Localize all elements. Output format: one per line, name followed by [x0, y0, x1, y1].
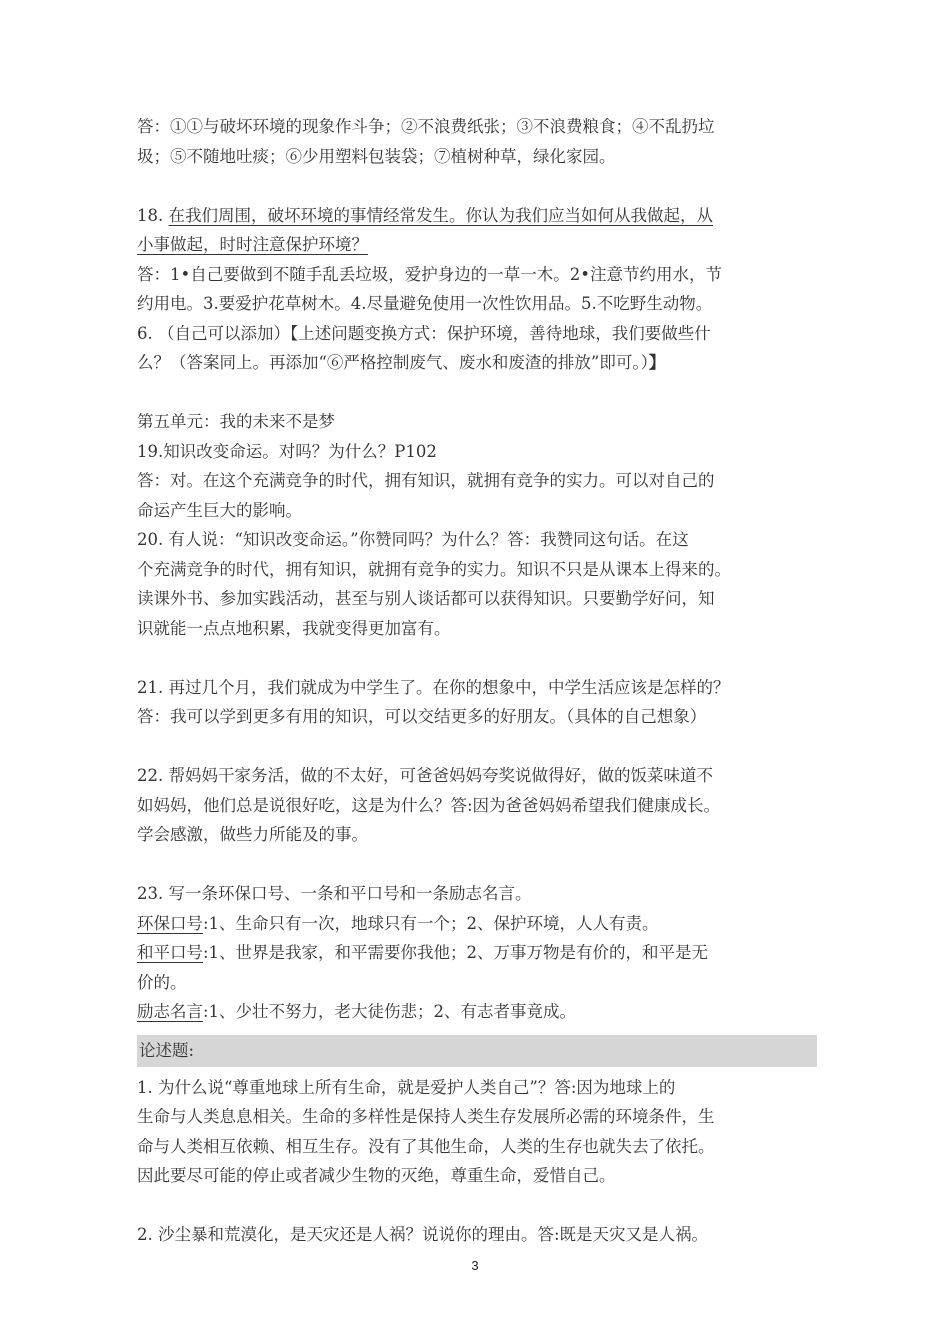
question-22: 如妈妈，他们总是说很好吃，这是为什么？答:因为爸爸妈妈希望我们健康成长。: [137, 795, 721, 815]
essay-2: 2. 沙尘暴和荒漠化，是天灾还是人祸？说说你的理由。答:既是天灾又是人祸。: [137, 1225, 709, 1244]
env-slogan-label: 环保口号: [137, 913, 203, 933]
answer-18: 么？（答案同上。再添加“⑥严格控制废气、废水和废渣的排放”即可。）】: [137, 353, 666, 372]
essay-1: 1. 为什么说“尊重地球上所有生命，就是爱护人类自己”？答:因为地球上的: [137, 1077, 676, 1097]
env-slogan: 环保口号:1、生命只有一次，地球只有一个；2、保护环境，人人有责。: [137, 913, 659, 933]
question-22: 学会感激，做些力所能及的事。: [137, 825, 368, 844]
answer-21: 答：我可以学到更多有用的知识，可以交结更多的好朋友。（具体的自己想象）: [137, 707, 707, 726]
essay-1: 命与人类相互依赖、相互生存。没有了其他生命，人类的生存也就失去了依托。: [137, 1136, 715, 1156]
essay-1: 生命与人类息息相关。生命的多样性是保持人类生存发展所必需的环境条件，生: [137, 1107, 715, 1126]
question-21: 21. 再过几个月，我们就成为中学生了。在你的想象中，中学生活应该是怎样的？: [137, 677, 730, 697]
question-22: 22. 帮妈妈干家务活，做的不太好，可爸爸妈妈夸奖说做得好，做的饭菜味道不: [137, 766, 713, 785]
answer-18: 6. （自己可以添加）【上述问题变换方式：保护环境，善待地球，我们要做些什: [137, 323, 711, 343]
answer-19: 答：对。在这个充满竞争的时代，拥有知识，就拥有竞争的实力。可以对自己的: [137, 471, 715, 490]
essay-section-header: 论述题:: [137, 1035, 817, 1067]
peace-slogan: 和平口号:1、世界是我家，和平需要你我他；2、万事万物是有价的，和平是无: [137, 943, 709, 962]
answer-19: 命运产生巨大的影响。: [137, 500, 302, 520]
question-20: 个充满竞争的时代，拥有知识，就拥有竞争的实力。知识不只是从课本上得来的。: [137, 559, 731, 579]
unit-heading: 第五单元：我的未来不是梦: [137, 412, 335, 431]
motto-label: 励志名言: [137, 1002, 203, 1021]
answer-18: 答：1•自己要做到不随手乱丢垃圾，爱护身边的一草一木。2•注意节约用水，节: [137, 264, 722, 284]
question-18-text: 小事做起，时时注意保护环境？: [137, 235, 368, 254]
page-number: 3: [471, 1258, 479, 1273]
peace-slogan: 价的。: [137, 972, 187, 992]
question-20: 读课外书、参加实践活动，甚至与别人谈话都可以获得知识。只要勤学好问，知: [137, 589, 715, 608]
question-18: 18. 在我们周围，破坏环境的事情经常发生。你认为我们应当如何从我做起，从: [137, 205, 713, 225]
question-19: 19.知识改变命运。对吗？为什么？P102: [137, 441, 437, 461]
answer-text: 答：①①与破坏环境的现象作斗争；②不浪费纸张；③不浪费粮食；④不乱扔垃: [137, 117, 715, 136]
motto: 励志名言:1、少壮不努力，老大徒伤悲；2、有志者事竟成。: [137, 1002, 577, 1021]
peace-slogan-label: 和平口号: [137, 943, 203, 962]
question-23: 23. 写一条环保口号、一条和平口号和一条励志名言。: [137, 884, 532, 903]
answer-18: 约用电。3.要爱护花草树木。4.尽量避免使用一次性饮用品。5.不吃野生动物。: [137, 294, 713, 313]
question-20: 20. 有人说：“知识改变命运。”你赞同吗？为什么？答：我赞同这句话。在这: [137, 530, 689, 549]
question-18-text: 在我们周围，破坏环境的事情经常发生。你认为我们应当如何从我做起，从: [168, 205, 713, 225]
answer-text: 圾；⑤不随地吐痰；⑥少用塑料包装袋；⑦植树种草，绿化家园。: [137, 146, 616, 166]
essay-1: 因此要尽可能的停止或者减少生物的灭绝，尊重生命，爱惜自己。: [137, 1166, 616, 1185]
page-content: [137, 112, 817, 1250]
question-20: 识就能一点点地积累，我就变得更加富有。: [137, 618, 451, 638]
